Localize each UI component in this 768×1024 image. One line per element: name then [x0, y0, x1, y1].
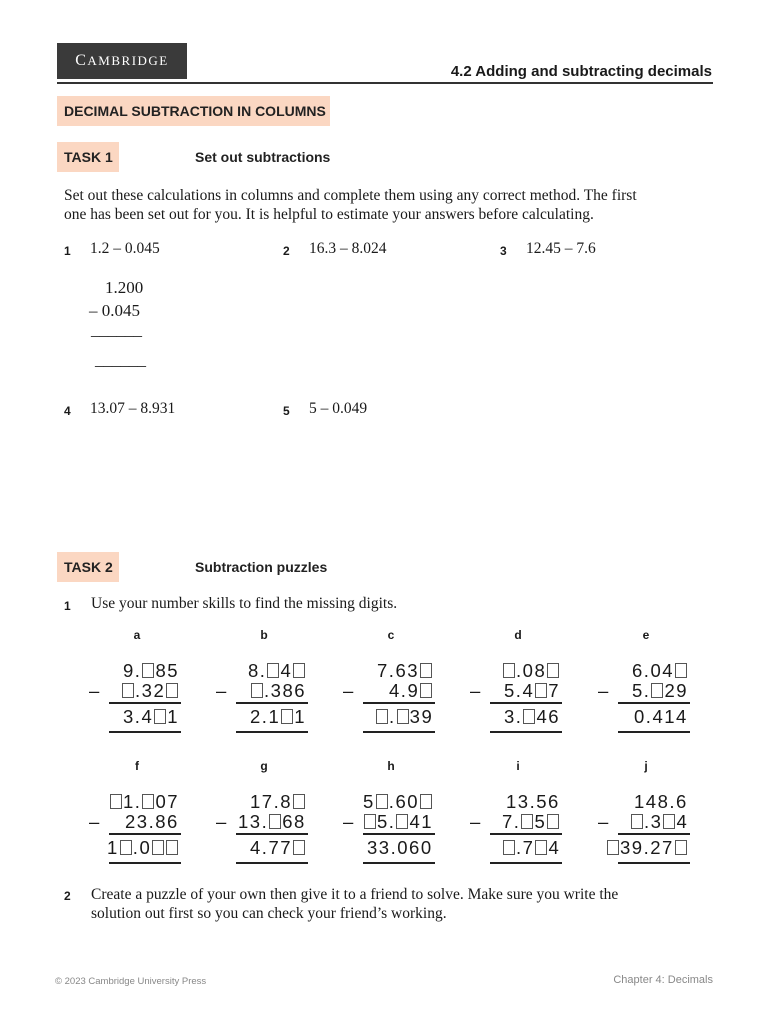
puzzle-answer: 4.77 [250, 838, 306, 858]
puzzle-letter: j [644, 759, 648, 773]
missing-digit-box[interactable] [376, 709, 388, 724]
answer-rule [109, 833, 181, 835]
answer-rule [363, 833, 435, 835]
missing-digit-box[interactable] [267, 663, 279, 678]
question-number: 3 [500, 244, 507, 258]
missing-digit-box[interactable] [293, 663, 305, 678]
cambridge-logo [57, 43, 187, 79]
missing-digit-box[interactable] [293, 840, 305, 855]
missing-digit-box[interactable] [120, 840, 132, 855]
puzzle-top-number: 9. 85 [123, 660, 180, 681]
missing-digit-box[interactable] [166, 683, 178, 698]
task1-label: TASK 1 [57, 142, 119, 172]
puzzle-letter: a [133, 628, 141, 642]
puzzle-bottom-number: 23.86 [125, 811, 179, 832]
puzzle-letter: f [135, 759, 139, 773]
question-number: 4 [64, 404, 71, 418]
minus-sign: – [470, 680, 482, 701]
missing-digit-box[interactable] [110, 794, 122, 809]
minus-sign: – [343, 811, 355, 832]
question-number: 1 [64, 244, 71, 258]
missing-digit-box[interactable] [535, 683, 547, 698]
worked-line-1: ______ [91, 320, 142, 339]
question-number: 2 [64, 889, 71, 903]
missing-digit-box[interactable] [420, 663, 432, 678]
answer-underline [490, 731, 562, 733]
missing-digit-box[interactable] [663, 814, 675, 829]
puzzle-bottom-number: .3 4 [630, 812, 688, 832]
footer-copyright: © 2023 Cambridge University Press [55, 976, 207, 987]
missing-digit-box[interactable] [503, 663, 515, 678]
answer-rule [490, 702, 562, 704]
answer-underline [236, 862, 308, 864]
section-title: DECIMAL SUBTRACTION IN COLUMNS [57, 96, 330, 126]
missing-digit-box[interactable] [152, 840, 164, 855]
puzzle-answer: 2.1 1 [250, 706, 307, 727]
missing-digit-box[interactable] [281, 709, 293, 724]
puzzle-letter: c [387, 628, 395, 642]
missing-digit-box[interactable] [521, 814, 533, 829]
missing-digit-box[interactable] [547, 814, 559, 829]
puzzle-top-number: 7.63 [377, 661, 433, 681]
missing-digit-box[interactable] [675, 840, 687, 855]
missing-digit-box[interactable] [420, 794, 432, 809]
answer-rule [618, 833, 690, 835]
missing-digit-box[interactable] [631, 814, 643, 829]
missing-digit-box[interactable] [166, 840, 178, 855]
question-number: 5 [283, 404, 290, 418]
missing-digit-box[interactable] [675, 663, 687, 678]
puzzle-top-number: .08 [502, 661, 560, 681]
q2-line-2: solution out first so you can check your friend’s working. [91, 905, 447, 922]
worked-bottom: – 0.045 [89, 301, 140, 320]
worked-line-2: ______ [95, 350, 146, 369]
minus-sign: – [89, 680, 101, 701]
missing-digit-box[interactable] [535, 840, 547, 855]
puzzle-bottom-number: .386 [250, 681, 306, 701]
header-divider [57, 82, 713, 84]
instructions-line-1: Set out these calculations in columns and complete them using any correct method. The first [64, 187, 637, 204]
answer-underline [109, 731, 181, 733]
missing-digit-box[interactable] [396, 814, 408, 829]
puzzle-top-number: 1. 07 [109, 792, 179, 812]
answer-underline [363, 731, 435, 733]
missing-digit-box[interactable] [651, 683, 663, 698]
chapter-title: 4.2 Adding and subtracting decimals [450, 63, 712, 80]
puzzle-top-number: 8. 4 [248, 661, 306, 681]
puzzle-bottom-number: 5. 41 [363, 812, 433, 832]
missing-digit-box[interactable] [142, 794, 154, 809]
puzzle-bottom-number: 7. 5 [502, 812, 560, 832]
minus-sign: – [598, 680, 610, 701]
missing-digit-box[interactable] [251, 683, 263, 698]
missing-digit-box[interactable] [503, 840, 515, 855]
puzzle-top-number: 148.6 [634, 791, 688, 812]
minus-sign: – [343, 680, 355, 701]
task2-label: TASK 2 [57, 552, 119, 582]
puzzle-letter: i [516, 759, 520, 773]
question-text: 13.07 – 8.931 [90, 400, 176, 417]
answer-underline [363, 862, 435, 864]
missing-digit-box[interactable] [122, 683, 134, 698]
answer-rule [109, 702, 181, 704]
puzzle-letter: h [387, 759, 395, 773]
task1-instructions [64, 186, 714, 224]
instructions-line-2: one has been set out for you. It is helpful to estimate your answers before calculating. [64, 206, 594, 223]
missing-digit-box[interactable] [154, 709, 166, 724]
question-number: 1 [64, 599, 71, 613]
minus-sign: – [89, 811, 101, 832]
question-text: 1.2 – 0.045 [90, 240, 160, 257]
minus-sign: – [598, 811, 610, 832]
q2-line-1: Create a puzzle of your own then give it to a friend to solve. Make sure you write the [91, 886, 619, 903]
minus-sign: – [216, 811, 228, 832]
minus-sign: – [470, 811, 482, 832]
missing-digit-box[interactable] [523, 709, 535, 724]
puzzle-letter: d [514, 628, 522, 642]
puzzle-top-number: 6.04 [632, 661, 688, 681]
puzzle-answer: 39.27 [606, 838, 688, 858]
missing-digit-box[interactable] [142, 663, 154, 678]
puzzle-answer: 0.414 [634, 706, 688, 727]
logo-initial: C [75, 52, 88, 69]
question-text: 12.45 – 7.6 [526, 240, 596, 257]
footer-chapter: Chapter 4: Decimals [613, 974, 713, 986]
puzzle-answer: . 39 [375, 707, 433, 727]
puzzle-letter: g [260, 759, 268, 773]
answer-rule [618, 702, 690, 704]
missing-digit-box[interactable] [607, 840, 619, 855]
question-text: Use your number skills to find the missing digits. [91, 595, 398, 612]
answer-underline [236, 731, 308, 733]
puzzle-bottom-number: 5.4 7 [504, 680, 561, 701]
puzzle-answer: 3. 46 [504, 706, 561, 727]
missing-digit-box[interactable] [397, 709, 409, 724]
puzzle-bottom-number: 5. 29 [632, 680, 689, 701]
worked-top: 1.200 [105, 278, 144, 297]
missing-digit-box[interactable] [420, 683, 432, 698]
puzzle-bottom-number: 13. 68 [238, 811, 306, 832]
puzzle-bottom-number: .32 [121, 681, 179, 701]
missing-digit-box[interactable] [364, 814, 376, 829]
missing-digit-box[interactable] [293, 794, 305, 809]
task1-heading: Set out subtractions [195, 149, 331, 165]
puzzle-top-number: 17.8 [250, 792, 306, 812]
puzzle-answer: 1 .0 [107, 838, 179, 858]
puzzle-answer: 3.4 1 [123, 706, 180, 727]
task2-heading: Subtraction puzzles [195, 559, 328, 575]
puzzle-top-number: 13.56 [506, 791, 560, 812]
puzzle-answer: 33.060 [367, 837, 433, 858]
puzzle-letter: e [642, 628, 650, 642]
answer-rule [236, 833, 308, 835]
question-text: 5 – 0.049 [309, 400, 368, 417]
question-text: 16.3 – 8.024 [309, 240, 387, 257]
puzzle-top-number: 5 .60 [363, 792, 433, 812]
missing-digit-box[interactable] [547, 663, 559, 678]
missing-digit-box[interactable] [269, 814, 281, 829]
minus-sign: – [216, 680, 228, 701]
answer-rule [236, 702, 308, 704]
question-number: 2 [283, 244, 290, 258]
answer-rule [363, 702, 435, 704]
answer-underline [490, 862, 562, 864]
puzzle-answer: .7 4 [502, 838, 560, 858]
missing-digit-box[interactable] [376, 794, 388, 809]
logo-text: AMBRIDGE [87, 53, 169, 68]
answer-underline [109, 862, 181, 864]
task2-q2-text [91, 885, 706, 923]
puzzle-bottom-number: 4.9 [389, 681, 433, 701]
puzzle-letter: b [260, 628, 268, 642]
answer-underline [618, 862, 690, 864]
answer-underline [618, 731, 690, 733]
answer-rule [490, 833, 562, 835]
